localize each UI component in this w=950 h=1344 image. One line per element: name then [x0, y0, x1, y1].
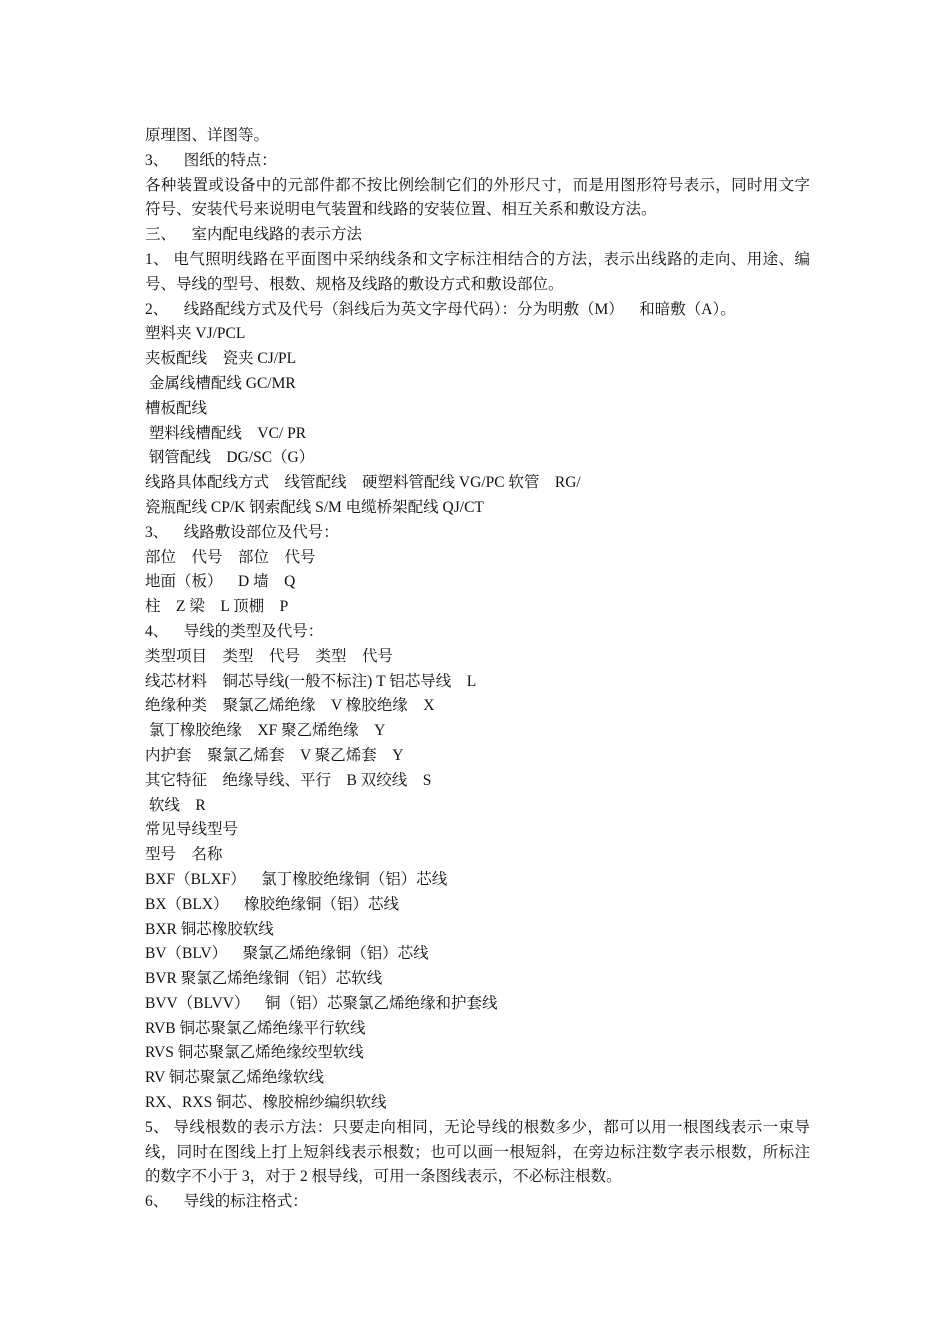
document-body	[145, 124, 810, 1215]
text-line: RV 铜芯聚氯乙烯绝缘软线	[145, 1069, 324, 1087]
text-line: 地面（板） D 墙 Q	[145, 573, 296, 591]
section-heading: 2、 线路配线方式及代号（斜线后为英文字母代码）：分为明敷（M） 和暗敷（A）。	[145, 300, 736, 318]
text-line: BVR 聚氯乙烯绝缘铜（铝）芯软线	[145, 970, 383, 988]
paragraph: 各种装置或设备中的元部件都不按比例绘制它们的外形尺寸，而是用图形符号表示，同时用文字符号、安装代号来说明电气装置和线路的安装位置、相互关系和敷设方法。	[145, 176, 810, 219]
text-line: 绝缘种类 聚氯乙烯绝缘 V 橡胶绝缘 X	[145, 697, 435, 715]
text-line: 软线 R	[145, 796, 206, 814]
text-line: 常见导线型号	[145, 821, 239, 839]
text-line: 原理图、详图等。	[145, 127, 270, 144]
table-header-line: 类型项目 类型 代号 类型 代号	[145, 647, 394, 665]
section-heading: 6、 导线的标注格式：	[145, 1193, 308, 1211]
text-line: 氯丁橡胶绝缘 XF 聚乙烯绝缘 Y	[145, 722, 386, 740]
text-line: RVB 铜芯聚氯乙烯绝缘平行软线	[145, 1019, 366, 1037]
section-heading: 三、 室内配电线路的表示方法	[145, 226, 363, 244]
text-line: BVV（BLVV） 铜（铝）芯聚氯乙烯绝缘和护套线	[145, 994, 498, 1012]
text-line: BV（BLV） 聚氯乙烯绝缘铜（铝）芯线	[145, 945, 429, 963]
paragraph: 5、 导线根数的表示方法：只要走向相同，无论导线的根数多少，都可以用一根图线表示一束导线，同时在图线上打上短斜线表示根数；也可以画一根短斜，在旁边标注数字表示根数，所标注的数字不小于 3，对于 2 根导线，可用一条图线表示，不必标注根数。	[145, 1118, 810, 1186]
section-heading: 3、 线路敷设部位及代号：	[145, 523, 339, 541]
text-line: 槽板配线	[145, 399, 208, 417]
table-header-line: 部位 代号 部位 代号	[145, 548, 316, 566]
section-heading: 3、 图纸的特点：	[145, 151, 277, 169]
text-line: 其它特征 绝缘导线、平行 B 双绞线 S	[145, 771, 432, 789]
text-line: RX、RXS 铜芯、橡胶棉纱编织软线	[145, 1094, 387, 1112]
text-line: 内护套 聚氯乙烯套 V 聚乙烯套 Y	[145, 746, 404, 764]
text-line: 金属线槽配线 GC/MR	[145, 374, 296, 392]
section-heading: 4、 导线的类型及代号：	[145, 622, 324, 640]
table-header-line: 型号 名称	[145, 846, 223, 864]
text-line: BXF（BLXF） 氯丁橡胶绝缘铜（铝）芯线	[145, 870, 448, 888]
text-line: 柱 Z 梁 L 顶棚 P	[145, 598, 289, 616]
text-line: 塑料线槽配线 VC/ PR	[145, 424, 307, 442]
paragraph: 1、 电气照明线路在平面图中采纳线条和文字标注相结合的方法，表示出线路的走向、用途、编号、导线的型号、根数、规格及线路的敷设方式和敷设部位。	[145, 250, 810, 293]
text-line: BXR 铜芯橡胶软线	[145, 920, 274, 938]
text-line: BX（BLX） 橡胶绝缘铜（铝）芯线	[145, 895, 400, 913]
text-line: 瓷瓶配线 CP/K 钢索配线 S/M 电缆桥架配线 QJ/CT	[145, 498, 484, 516]
text-line: 线路具体配线方式 线管配线 硬塑料管配线 VG/PC 软管 RG/	[145, 474, 581, 492]
text-line: 夹板配线 瓷夹 CJ/PL	[145, 350, 297, 368]
text-line: 钢管配线 DG/SC（G）	[145, 449, 315, 467]
text-line: 塑料夹 VJ/PCL	[145, 325, 246, 343]
text-line: 线芯材料 铜芯导线(一般不标注) T 铝芯导线 L	[145, 672, 477, 690]
text-line: RVS 铜芯聚氯乙烯绝缘绞型软线	[145, 1044, 364, 1062]
